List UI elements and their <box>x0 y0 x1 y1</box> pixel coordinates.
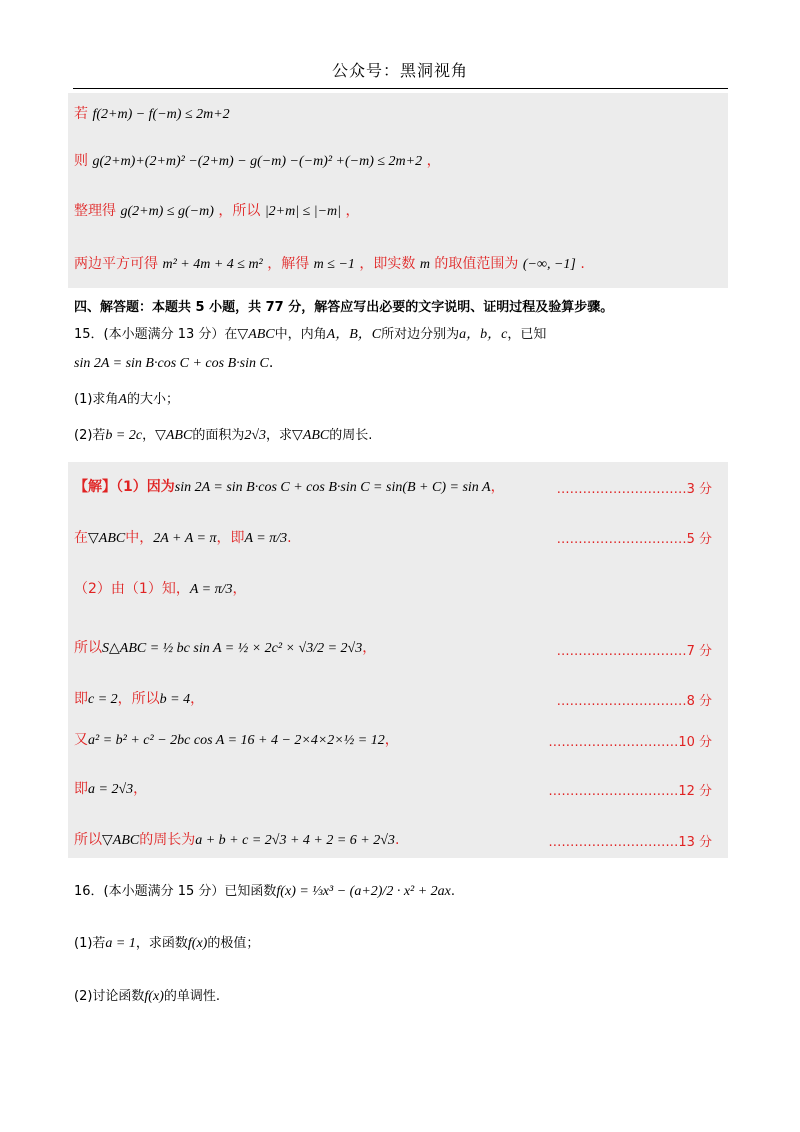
sol15-s8-math: a + b + c = 2√3 + 4 + 2 = 6 + 2√3 <box>195 833 395 848</box>
sol15-s1-math: sin 2A = sin B·cos C + cos B·sin C = sin(B + C) = sin A <box>174 480 491 495</box>
sol15-s8-triangle: ▽ABC <box>102 833 140 848</box>
q15-intro-text: 15．(本小题满分 13 分）在 <box>74 327 238 342</box>
q15-p2-value: 2√3 <box>244 428 267 443</box>
block1-l3-end: ， <box>345 203 360 219</box>
block1-line2 <box>74 150 441 170</box>
sol15-line6 <box>74 729 399 749</box>
block1-l4-label: 两边平方可得 <box>74 256 158 272</box>
sol15-s5-end: ， <box>190 691 205 707</box>
sol15-s7-label: 即 <box>74 781 88 797</box>
q15-intro <box>74 323 546 343</box>
q16-p2-func: f(x) <box>144 989 164 1004</box>
q15-given <box>74 355 273 372</box>
block1-l2-math: g(2+m)+(2+m)² −(2+m) − g(−m) −(−m)² +(−m) ≤ 2m+2 <box>92 154 423 169</box>
section-heading: 四、解答题：本题共 5 小题，共 77 分，解答应写出必要的文字说明、证明过程及验算步骤。 <box>74 300 614 315</box>
q16-p1-func: f(x) <box>187 936 208 951</box>
sol15-s5-label: 即 <box>74 691 88 707</box>
sol15-s8-end: . <box>394 832 400 848</box>
sol15-s8-mid: 的周长为 <box>139 832 196 848</box>
q15-p2-mid2: 的面积为 <box>192 428 245 443</box>
q16-func-end: . <box>450 884 456 899</box>
q16-func: f(x) = ⅓x³ − (a+2)/2 · x² + 2ax <box>276 884 451 899</box>
q16-p2-label: (2)讨论函数 <box>74 989 145 1004</box>
q16-p1-label: (1)若 <box>74 936 106 951</box>
sol15-s1-end: ， <box>490 479 505 495</box>
q16-intro-text: 16．(本小题满分 15 分）已知函数 <box>74 884 277 899</box>
sol15-s5-math2: b = 4 <box>159 692 191 707</box>
sol15-line8 <box>74 829 399 849</box>
sol15-s6-end: ， <box>384 732 399 748</box>
sol15-line7 <box>74 778 147 798</box>
q15-p2-label: (2)若 <box>74 428 106 443</box>
q16-p1-math: a = 1 <box>105 936 136 951</box>
block1-l4-math2: m ≤ −1 <box>313 257 355 272</box>
q16-part1 <box>74 932 259 952</box>
q15-angles: A，B，C <box>326 327 382 342</box>
block1-l3-label: 整理得 <box>74 203 116 219</box>
q16-p1-mid: ，求函数 <box>135 936 188 951</box>
q15-p2-triangle2: ▽ABC <box>292 428 330 443</box>
block1-l3-math1: g(2+m) ≤ g(−m) <box>120 204 214 219</box>
block1-l4-math4: (−∞, −1] <box>522 257 576 272</box>
block1-l4-mid3: 的取值范围为 <box>434 256 519 272</box>
block1-line4 <box>74 253 585 273</box>
block1-l4-math3: m <box>419 257 430 272</box>
block1-l1-label: 若 <box>74 106 88 122</box>
q15-p2-end: 的周长. <box>329 428 373 443</box>
block1-l2-end: ， <box>426 153 441 169</box>
q16-part2 <box>74 985 220 1005</box>
q15-p1-end: 的大小； <box>126 392 179 407</box>
sol15-score-6: …………………………10 分 <box>548 735 712 750</box>
sol15-score-5: …………………………8 分 <box>556 694 712 709</box>
sol15-s5-math1: c = 2 <box>88 692 118 707</box>
sol15-score-7: …………………………12 分 <box>548 784 712 799</box>
q15-p1-var: A <box>118 392 127 407</box>
sol15-s2-mid: 中， <box>125 530 154 546</box>
sol15-line2 <box>74 527 292 547</box>
block1-l3-math2: |2+m| ≤ |−m| <box>264 204 342 219</box>
q15-p2-mid: ， <box>142 428 156 443</box>
q15-sides: a，b，c <box>459 327 508 342</box>
sol15-s3-math: A = π/3 <box>189 582 233 597</box>
q15-p2-triangle: ▽ABC <box>155 428 193 443</box>
q15-intro2: 中，内角 <box>274 327 327 342</box>
block1-l4-math1: m² + 4m + 4 ≤ m² <box>162 257 263 272</box>
sol15-s1-label: 【解】（1）因为 <box>74 479 175 495</box>
block1-l4-mid2: ，即实数 <box>359 256 416 272</box>
block1-l4-mid: ，解得 <box>267 256 310 272</box>
q15-part2 <box>74 424 372 444</box>
block1-l2-label: 则 <box>74 153 88 169</box>
sol15-s4-label: 所以 <box>74 640 102 656</box>
sol15-s7-math: a = 2√3 <box>88 782 134 797</box>
sol15-s6-math: a² = b² + c² − 2bc cos A = 16 + 4 − 2×4×2×½ = 12 <box>88 733 385 748</box>
sol15-s8-label: 所以 <box>74 832 102 848</box>
q15-triangle: ▽ABC <box>237 327 275 342</box>
block1-l1-math: f(2+m) − f(−m) ≤ 2m+2 <box>92 107 230 122</box>
q16-p2-end: 的单调性. <box>163 989 220 1004</box>
sol15-s4-math: S△ABC = ½ bc sin A = ½ × 2c² × √3/2 = 2√3 <box>102 641 363 656</box>
sol15-s5-mid: ，所以 <box>117 691 160 707</box>
sol15-s2-math1: 2A + A = π <box>153 531 217 546</box>
sol15-s3-end: ， <box>232 581 247 597</box>
q15-intro4: 所对边分别为 <box>381 327 460 342</box>
sol15-s2-math2: A = π/3 <box>244 531 288 546</box>
block1-l3-mid: ，所以 <box>218 203 261 219</box>
q15-p2-math: b = 2c <box>105 428 143 443</box>
sol15-s7-end: ， <box>133 781 148 797</box>
sol15-line3 <box>74 578 246 598</box>
sol15-line5 <box>74 688 204 708</box>
block1-line1 <box>74 103 230 123</box>
sol15-s2-label: 在 <box>74 530 88 546</box>
sol15-score-8: …………………………13 分 <box>548 835 712 850</box>
block1-line3 <box>74 200 359 220</box>
sol15-s4-end: ， <box>362 640 377 656</box>
block1-l4-end: . <box>580 256 585 272</box>
q16-p1-end: 的极值； <box>207 936 260 951</box>
q15-given-math: sin 2A = sin B·cos C + cos B·sin C <box>74 356 269 371</box>
sol15-s2-end: . <box>287 530 292 546</box>
sol15-line4 <box>74 637 376 657</box>
q15-p1-label: (1)求角 <box>74 392 119 407</box>
q15-given-end: . <box>268 355 274 371</box>
q15-p2-mid3: ，求 <box>266 428 293 443</box>
sol15-s2-triangle: ▽ABC <box>88 531 126 546</box>
sol15-s2-mid2: ，即 <box>216 530 245 546</box>
q15-part1 <box>74 388 179 408</box>
sol15-s6-label: 又 <box>74 732 88 748</box>
sol15-s3-label: （2）由（1）知， <box>74 581 190 597</box>
page-header: 公众号：黑洞视角 <box>331 61 468 80</box>
sol15-line1 <box>74 476 505 496</box>
sol15-score-2: …………………………5 分 <box>556 532 712 547</box>
sol15-score-4: …………………………7 分 <box>556 644 712 659</box>
q15-intro6: ，已知 <box>507 327 547 342</box>
header-divider <box>73 88 728 89</box>
sol15-score-1: …………………………3 分 <box>556 482 712 497</box>
q16-intro <box>74 880 455 900</box>
